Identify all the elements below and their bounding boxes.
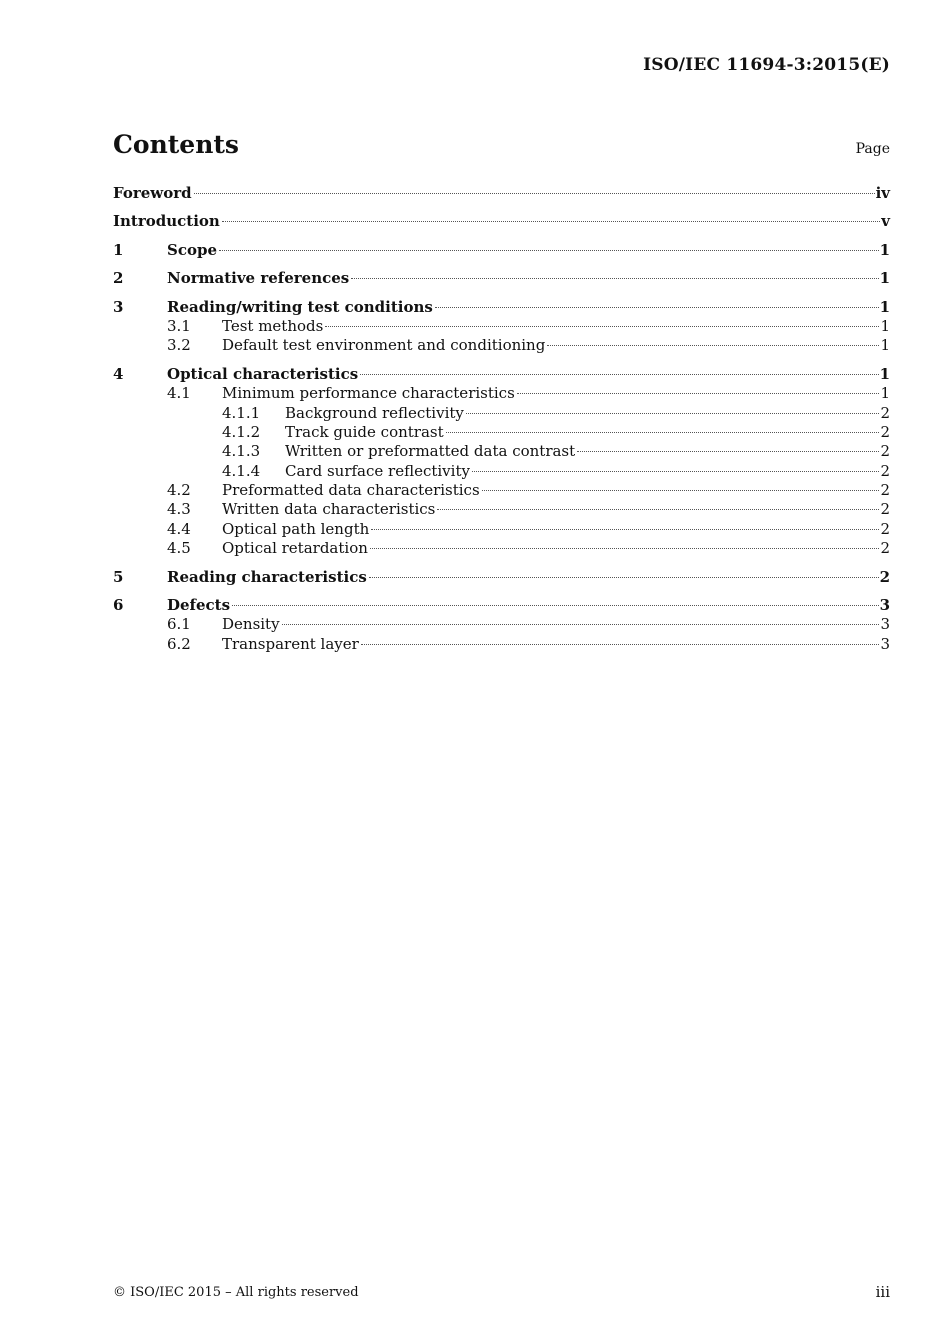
toc-entry-number: 6 xyxy=(113,596,124,615)
toc-entry-number: 6.2 xyxy=(167,634,191,653)
dot-leader xyxy=(219,250,879,251)
toc-entry-title: Default test environment and conditioning xyxy=(222,336,546,355)
dot-leader xyxy=(370,548,880,549)
toc-entry-page: 2 xyxy=(880,500,890,519)
dot-leader xyxy=(466,413,880,414)
toc-entry-number: 4 xyxy=(113,364,124,383)
table-of-contents xyxy=(113,184,890,654)
toc-entry[interactable] xyxy=(113,336,890,355)
page-column-label: Page xyxy=(855,141,890,157)
toc-entry-number: 4.4 xyxy=(167,519,191,538)
toc-entry-page: 1 xyxy=(880,316,890,335)
toc-entry-page: 2 xyxy=(880,403,890,422)
toc-entry[interactable] xyxy=(113,365,890,384)
dot-leader xyxy=(446,432,880,433)
toc-entry[interactable] xyxy=(113,596,890,615)
toc-entry-title: Normative references xyxy=(167,269,350,288)
toc-entry-number: 3.1 xyxy=(167,316,191,335)
dot-leader xyxy=(371,529,879,530)
dot-leader xyxy=(472,471,879,472)
toc-entry-number: 4.1.4 xyxy=(222,461,261,480)
toc-entry-page: 2 xyxy=(880,422,890,441)
toc-entry[interactable] xyxy=(113,404,890,423)
copyright-notice: © ISO/IEC 2015 – All rights reserved xyxy=(113,1285,359,1300)
toc-entry-page: 2 xyxy=(879,567,890,586)
toc-entry-page: 3 xyxy=(880,615,890,634)
toc-entry-title: Transparent layer xyxy=(222,634,359,653)
toc-entry-title: Background reflectivity xyxy=(285,403,464,422)
toc-entry-page: 1 xyxy=(879,269,890,288)
toc-entry-number: 4.2 xyxy=(167,481,191,500)
toc-entry[interactable] xyxy=(113,184,890,203)
toc-entry-page: 1 xyxy=(879,364,890,383)
page-number: iii xyxy=(875,1283,890,1301)
toc-entry-number: 4.1.1 xyxy=(222,403,261,422)
toc-entry-title: Introduction xyxy=(113,212,220,231)
dot-leader xyxy=(437,509,879,510)
toc-entry-title: Preformatted data characteristics xyxy=(222,481,480,500)
toc-entry-number: 4.1 xyxy=(167,384,191,403)
toc-entry-page: 2 xyxy=(880,519,890,538)
document-id: ISO/IEC 11694-3:2015(E) xyxy=(643,55,890,75)
toc-entry[interactable] xyxy=(113,384,890,403)
toc-entry-title: Defects xyxy=(167,596,231,615)
toc-entry-page: 1 xyxy=(880,384,890,403)
toc-entry-number: 4.1.3 xyxy=(222,442,261,461)
toc-entry[interactable] xyxy=(113,317,890,336)
dot-leader xyxy=(194,193,875,194)
dot-leader xyxy=(369,577,879,578)
dot-leader xyxy=(361,644,880,645)
toc-entry-number: 2 xyxy=(113,269,124,288)
toc-entry-page: 1 xyxy=(880,336,890,355)
toc-entry-number: 3.2 xyxy=(167,336,191,355)
toc-entry-number: 3 xyxy=(113,297,124,316)
toc-entry-number: 4.5 xyxy=(167,539,191,558)
toc-entry-title: Card surface reflectivity xyxy=(285,461,470,480)
toc-entry-page: 2 xyxy=(880,461,890,480)
toc-entry-page: 2 xyxy=(880,442,890,461)
toc-entry[interactable] xyxy=(113,481,890,500)
toc-entry-page: 2 xyxy=(880,481,890,500)
toc-entry-number: 4.3 xyxy=(167,500,191,519)
toc-entry-title: Reading characteristics xyxy=(167,567,367,586)
dot-leader xyxy=(282,624,880,625)
dot-leader xyxy=(351,278,878,279)
dot-leader xyxy=(577,451,879,452)
dot-leader xyxy=(232,605,879,606)
toc-entry[interactable] xyxy=(113,539,890,558)
toc-entry-title: Optical path length xyxy=(222,519,370,538)
toc-entry-title: Reading/writing test conditions xyxy=(167,297,433,316)
toc-entry[interactable] xyxy=(113,462,890,481)
toc-entry[interactable] xyxy=(113,298,890,317)
toc-entry-page: v xyxy=(881,212,890,231)
toc-entry-number: 1 xyxy=(113,240,124,259)
toc-entry-page: 1 xyxy=(879,297,890,316)
toc-entry-title: Test methods xyxy=(222,316,324,335)
toc-entry-page: iv xyxy=(875,184,890,202)
dot-leader xyxy=(482,490,880,491)
toc-entry-number: 6.1 xyxy=(167,615,191,634)
toc-entry[interactable] xyxy=(113,635,890,654)
toc-entry-title: Written data characteristics xyxy=(222,500,436,519)
toc-entry-title: Written or preformatted data contrast xyxy=(285,442,576,461)
toc-entry[interactable] xyxy=(113,423,890,442)
contents-title: Contents xyxy=(113,130,240,159)
toc-entry-title: Scope xyxy=(167,240,218,259)
toc-entry-page: 1 xyxy=(879,240,890,259)
toc-entry[interactable] xyxy=(113,442,890,461)
toc-entry-number: 5 xyxy=(113,567,124,586)
dot-leader xyxy=(517,393,880,394)
toc-entry-title: Density xyxy=(222,615,280,634)
toc-entry[interactable] xyxy=(113,212,890,231)
toc-entry-number: 4.1.2 xyxy=(222,422,261,441)
toc-entry-page: 2 xyxy=(880,539,890,558)
toc-entry-page: 3 xyxy=(879,596,890,615)
toc-entry[interactable] xyxy=(113,241,890,260)
toc-entry[interactable] xyxy=(113,615,890,634)
dot-leader xyxy=(325,326,879,327)
dot-leader xyxy=(360,374,878,375)
toc-entry[interactable] xyxy=(113,568,890,587)
dot-leader xyxy=(435,307,879,308)
dot-leader xyxy=(222,221,880,222)
toc-entry[interactable] xyxy=(113,269,890,288)
dot-leader xyxy=(547,345,879,346)
toc-entry[interactable] xyxy=(113,520,890,539)
toc-entry-title: Optical retardation xyxy=(222,539,368,558)
toc-entry[interactable] xyxy=(113,500,890,519)
toc-entry-page: 3 xyxy=(880,634,890,653)
toc-entry-title: Foreword xyxy=(113,184,192,202)
toc-entry-title: Track guide contrast xyxy=(285,422,444,441)
toc-entry-title: Minimum performance characteristics xyxy=(222,384,515,403)
toc-entry-title: Optical characteristics xyxy=(167,364,359,383)
